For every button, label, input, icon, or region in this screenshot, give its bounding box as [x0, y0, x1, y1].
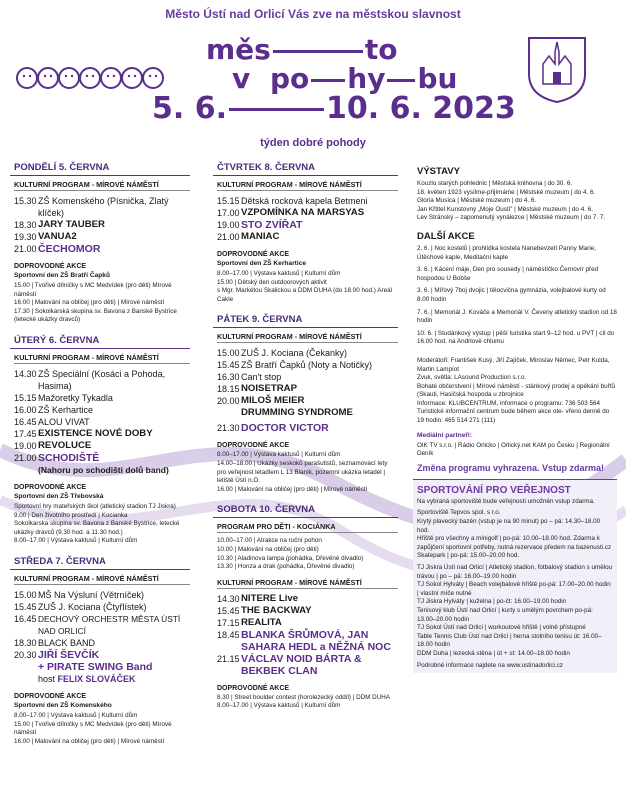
town-crest-icon: [525, 34, 589, 104]
event-row: [213, 605, 398, 617]
exhibition-item: 18. květen 1923 vysílme-přijímáme | Městské muzeum | do 4. 6.: [417, 188, 596, 196]
event-name: ZŠ Speciální (Kosáci a Pohoda, Hasima): [38, 368, 166, 391]
side-event: 16.00 | Malování na obličej (pro děti) | Mírové náměstí: [14, 737, 165, 745]
event-name: + PIRATE SWING Band: [38, 660, 153, 673]
date-end: 10. 6. 2023: [326, 91, 516, 126]
event-row: [10, 368, 190, 392]
event-time: 20.00: [217, 396, 240, 407]
event-name: ZŠ Bratří Čapků (Noty a Notičky): [241, 360, 373, 371]
event-row: [10, 452, 190, 464]
exhibitions-heading: VÝSTAVY: [417, 166, 460, 177]
side-event: 9.00 | Den životního prostředí | Kocianka: [14, 511, 128, 519]
event-name: VZPOMÍNKA NA MARSYAS: [241, 207, 365, 218]
event-time: 19.30: [14, 232, 37, 242]
event-time: 17.15: [217, 617, 240, 628]
event-time: 14.30: [217, 593, 240, 604]
event-row: [213, 383, 398, 395]
side-event: 8.00–17.00 | Výstava kaktusů | Kulturní dům: [14, 537, 138, 545]
other-event-item: 2. 6. | Noc kostelů | prohlídka kostela Nanebevzetí Panny Marie, Útěchové kaple, Meditační kaple: [417, 244, 596, 261]
event-row: [10, 428, 190, 440]
event-name: ZUŠ J. Kociana (Čekanky): [241, 348, 348, 359]
event-row: [10, 637, 190, 649]
sport-heading: SPORTOVÁNÍ PRO VEŘEJNOST: [417, 484, 571, 496]
credits-line: Bohaté občerstvení | Mírové náměstí - stánkový prodej a opékání buřtů (Skauti, Hasičská hospoda u zbrojnice: [417, 382, 615, 399]
accompanying-heading: DOPROVODNÉ AKCE: [14, 692, 87, 700]
credits-line: Moderátoři: František Kusý, Jiří Zajíček, Miroslav Němec, Petr Kulda, Martin Lampíot: [417, 356, 610, 373]
side-event: 17.30 | Sokolkarská skupina sv. Bavona z Banské Bystrice (letecké ukázky dravců): [14, 307, 177, 324]
side-event: Sokolkarska skupina sv. Bavona z Banské Bystrice, letecké ukázky dravců (9.30 hod. a 11.30 hod.): [14, 520, 180, 536]
event-time: 18.30: [14, 220, 37, 230]
side-event: 8.00–17.00 | Výstava kaktusů | Kulturní dům: [217, 702, 341, 710]
event-row: [10, 440, 190, 452]
partners-list: OIK TV s.r.o. | Rádio Orlicko | Orlický.net KAM po Česku | Regionální Deník: [417, 441, 610, 458]
sport-day-label: Sportovní den ZŠ Komenského: [14, 701, 112, 709]
event-name: ZŠ Kerhartice: [38, 404, 94, 415]
event-name: BLANKA ŠRŮMOVÁ, JAN SAHARA HEDL a NĚŽNÁ NOC: [241, 628, 391, 653]
event-row: [213, 195, 398, 207]
program-heading: KULTURNÍ PROGRAM - MÍROVÉ NÁMĚSTÍ: [14, 353, 190, 364]
event-time: 16.30: [217, 372, 240, 383]
event-time: 21.15: [217, 653, 240, 664]
side-event: 16.00 | Malování na obličej (pro děti) | Mírové náměstí: [14, 299, 165, 307]
event-name: NOISETRAP: [241, 383, 297, 395]
event-name: MANIAC: [241, 231, 280, 242]
credits-line: Zvuk, světla: LAsound Production s.r.o.: [417, 374, 527, 382]
program-heading: KULTURNÍ PROGRAM - MÍROVÉ NÁMĚSTÍ: [14, 180, 190, 191]
event-name: JARY TAUBER: [38, 219, 105, 230]
event-row: [10, 231, 190, 243]
event-row: [10, 673, 190, 685]
event-row: [213, 395, 398, 407]
subtitle: týden dobré pohody: [260, 137, 366, 149]
event-time: 15.45: [217, 605, 240, 616]
event-row: [213, 207, 398, 219]
event-row: [213, 653, 398, 677]
exhibition-item: Kouzlo starých pohlednic | Městská knihovna | do 30. 6.: [417, 180, 573, 187]
event-row: [213, 617, 398, 629]
other-event-item: 3. 6. | Kácení máje, Den pro sousedy | náměstíčko Černovír před hospodou U Bobše: [417, 266, 599, 282]
event-name: ČECHOMOR: [38, 243, 101, 255]
event-row: [10, 649, 190, 661]
sport-item: TJ Jiskra Hylváty | kuželna | po-čt: 16.00–19.00 hodin: [417, 598, 567, 606]
partners-heading: Mediální partneři:: [417, 431, 472, 439]
accompanying-heading: DOPROVODNÉ AKCE: [14, 263, 87, 270]
exhibition-item: Jan Křtitel Kunstovný „Moje Ousti" | Městské muzeum | do 4. 6.: [417, 205, 593, 213]
title-dash: [387, 79, 415, 82]
event-name: ZUŠ J. Kociana (Čtyřlístek): [38, 601, 147, 612]
day-heading: SOBOTA 10. ČERVNA: [213, 502, 398, 518]
date-range: [152, 91, 516, 126]
event-row: [213, 422, 398, 434]
other-events-heading: DALŠÍ AKCE: [417, 230, 475, 242]
event-row: [10, 661, 190, 673]
other-event-item: 10. 6. | Studánkový výstup | pěší turistika start 9–12 hod. u PVT | cíl do 16.00 hod. na Andrlově chlumu: [417, 329, 615, 346]
sport-day-label: Sportovní den ZŠ Bratří Čapků: [14, 272, 110, 279]
event-time: 18.30: [14, 637, 37, 648]
event-row: [10, 589, 190, 601]
event-row: [213, 629, 398, 653]
title-word: po: [270, 62, 310, 95]
host-name: FELIX SLOVÁČEK: [57, 673, 136, 684]
side-event: 15.00 | Tvořivé dílničky s MC Medvídek (pro děti) Mírové náměstí: [14, 720, 172, 737]
day-heading: PONDĚLÍ 5. ČERVNA: [10, 160, 190, 176]
day-heading: STŘEDA 7. ČERVNA: [10, 554, 190, 570]
sport-day-label: Sportovní den ZŠ Kerhartice: [217, 260, 307, 267]
accompanying-heading: DOPROVODNÉ AKCE: [217, 442, 290, 450]
event-name: MILOŠ MEIER: [241, 395, 305, 407]
credits-line: Informace: KLUBCENTRUM, informace o programu: 736 503 564 Turistické informační centrum bude během akce ote- vřeno denně do 19 hodin: 465 514 271 (111): [417, 399, 610, 425]
other-event-item: 7. 6. | Memoriál J. Kováče a Memoriál V. Čeveny atletický stadion od 18 hodin: [417, 308, 617, 325]
event-row: [10, 392, 190, 404]
accompanying-heading: DOPROVODNÉ AKCE: [217, 251, 290, 258]
title-word: v: [232, 62, 251, 95]
event-name: JIŘÍ ŠEVČÍK: [38, 648, 100, 661]
event-time: 21.00: [14, 452, 37, 463]
date-dash: [229, 108, 324, 111]
event-row: [213, 593, 398, 605]
sport-item: TJ Sokol Ústí nad Orlicí | workoutové hřiště | volně přístupné: [417, 624, 586, 632]
event-note: (Nahoru po schodišti dolů band): [38, 464, 169, 475]
event-time: 18.15: [217, 384, 240, 395]
side-event: Sportovní hry mateřských škol (atletický stadion TJ Jiskra): [14, 502, 176, 510]
disclaimer-note: Změna programu vyhrazena. Vstup zdarma!: [417, 462, 605, 473]
sport-item: TJ Jiskra Ústí nad Orlicí | Atletický stadion, fotbalový stadion s umělou trávou | po – pá: 16.00–19.00 hodin: [417, 564, 613, 580]
kids-event: 10.30 | Aladinova lampa (pohádka, Dřevěné divadlo): [217, 554, 364, 562]
sport-item: Skatepark | po-pá: 15.00–20.00 hod.: [417, 552, 520, 560]
sport-section: [413, 479, 617, 673]
event-time: 18.45: [217, 629, 240, 640]
column-left: [10, 160, 190, 746]
event-time: 15.00: [14, 589, 37, 600]
event-name: DOCTOR VICTOR: [241, 422, 329, 435]
other-event-item: 3. 6. | Mířový 7boj dvojic | tělocvična gymnázia, volejbalové kurty od 8.00 hodin: [417, 287, 606, 303]
sport-item: DDM Duha | lezecká stěna | út + st: 14.00–18.00 hodin: [417, 649, 570, 657]
side-event: 8.00–17.00 | Výstava kaktusů | Kulturní dům: [217, 270, 341, 277]
event-time: 16.45: [14, 613, 37, 624]
event-name: STO ZVÍŘAT: [241, 219, 303, 231]
event-time: 15.45: [217, 360, 240, 371]
event-row: [10, 613, 190, 637]
title-word: hy: [347, 62, 386, 95]
sport-day-label: Sportovní den ZŠ Třebovská: [14, 492, 104, 500]
event-name: THE BACKWAY: [241, 604, 312, 616]
event-row: [10, 195, 190, 219]
event-time: 19.00: [14, 440, 37, 451]
event-time: 21.30: [217, 423, 240, 434]
event-row: [213, 359, 398, 371]
side-event: 15.00 | Dětský den outdoorových aktivit: [217, 278, 327, 286]
title-word: měs: [206, 33, 271, 66]
event-time: 15.45: [14, 601, 37, 612]
program-heading: KULTURNÍ PROGRAM - MÍROVÉ NÁMĚSTÍ: [217, 332, 398, 343]
kids-event: 10.00–17.00 | Atrakce na ruční pohon: [217, 537, 322, 545]
kids-event: 10.00 | Malování na obličej (pro děti): [217, 545, 319, 553]
event-time: 17.45: [14, 428, 37, 439]
event-name: NITERE Live: [241, 592, 299, 604]
side-event: 14.00–18.00 | Ukázky seskoků parašutistů, seznamovací lety pro veřejnost letadlem L 13 Blaník, pozemní ukázka letadel | letiště Ústí n.O.: [217, 459, 388, 485]
side-event: 8.00–17.00 | Výstava kaktusů | Kulturní dům: [217, 451, 341, 459]
side-event: 16.00 | Malování na obličej (pro děti) | Mírové náměstí: [217, 485, 368, 493]
people-figures-illustration: [15, 60, 167, 96]
program-heading: KULTURNÍ PROGRAM - MÍROVÉ NÁMĚSTÍ: [14, 574, 190, 585]
side-event: 8.30 | Street boulder contest (horolezecký oddíl) | DDM DUHA: [217, 693, 391, 701]
accompanying-heading: DOPROVODNÉ AKCE: [14, 483, 87, 491]
column-middle: [213, 160, 398, 711]
event-time: 19.00: [217, 220, 240, 230]
event-name: REALITA: [241, 616, 282, 628]
event-name: DRUMMING SYNDROME: [241, 407, 353, 419]
event-name: VANUA2: [38, 231, 77, 242]
kids-event: 13.30 | Honza a drak (pohádka, Dřevěné divadlo): [217, 563, 355, 571]
event-time: 15.00: [217, 348, 240, 359]
accompanying-heading: DOPROVODNÉ AKCE: [217, 684, 290, 692]
day-heading: PÁTEK 9. ČERVNA: [213, 312, 398, 328]
date-start: 5. 6.: [152, 91, 227, 126]
event-row: [10, 416, 190, 428]
header: [0, 0, 626, 160]
event-name: REVOLUCE: [38, 439, 92, 451]
sport-item: Tenisový klub Ústí nad Orlicí | kurty s umělým povrchem po-pá: 13.00–20.00 hodin: [417, 606, 593, 623]
event-row: [10, 464, 190, 476]
event-name: SCHODIŠTĚ: [38, 451, 100, 464]
event-row: [10, 243, 190, 255]
event-name: Dětská rocková kapela Betmeni: [241, 196, 368, 206]
program-heading: KULTURNÍ PROGRAM - MÍROVÉ NÁMĚSTÍ: [217, 180, 398, 191]
event-row: [10, 219, 190, 231]
sport-item: Table Tennis Club Ústí nad Orlicí | herna stolního tenisu út: 16.00–18.00 hodin: [417, 632, 602, 649]
program-heading: KULTURNÍ PROGRAM - MÍROVÉ NÁMĚSTÍ: [217, 578, 398, 589]
exhibition-item: Lev Stránský – zapomenutý vynálezce | Městské muzeum | do 7. 7.: [417, 214, 606, 222]
side-event: s Mgr. Markétou Skalickou a DDM DUHA (do 18.00 hod.) Areál Cakle: [217, 287, 392, 303]
day-heading: ÚTERÝ 6. ČERVNA: [10, 333, 190, 349]
event-time: 14.30: [14, 368, 37, 379]
event-time: 15.15: [217, 196, 240, 206]
column-right: [413, 160, 617, 673]
event-row: [213, 407, 398, 419]
event-name: Can't stop: [241, 372, 282, 383]
event-row: [213, 231, 398, 243]
sport-intro: Na vybraná sportoviště bude veřejnosti umožněn vstup zdarma.: [417, 497, 595, 505]
event-name: EXISTENCE NOVÉ DOBY: [38, 427, 153, 439]
event-time: 16.45: [14, 416, 37, 427]
title-dash: [311, 79, 345, 82]
program-heading: PROGRAM PRO DĚTI - KOCIÁNKA: [217, 522, 398, 533]
event-name: BLACK BAND: [38, 637, 96, 648]
event-row: [213, 219, 398, 231]
event-time: 20.30: [14, 649, 37, 660]
event-time: 21.00: [217, 232, 240, 242]
title-word: to: [364, 33, 398, 66]
event-name: ZŠ Komenského (Písnička, Zlatý klíček): [38, 196, 169, 218]
event-name: Mažoretky Tykadla: [38, 392, 113, 403]
event-time: 15.30: [14, 196, 37, 206]
host-label: host: [38, 673, 56, 684]
event-time: 17.00: [217, 208, 240, 218]
sport-item: Sportoviště Tepvos spol. s r.o.: [417, 509, 501, 517]
event-row: [213, 371, 398, 383]
event-time: 15.15: [14, 392, 37, 403]
title-dash: [273, 50, 363, 53]
event-name: ALOU VIVAT: [38, 416, 90, 427]
side-event: 15.00 | Tvořivé dílničky s MC Medvídek (pro děti) Mírové náměstí: [14, 282, 172, 298]
sport-item: Hřiště pro všechny a minigolf | po-pá: 10.00–18.00 hod. Zdarma k zapůjčení sportovní potřeby, nutná rezervace předem na bazenusti.cz: [417, 535, 612, 551]
sport-footer-link[interactable]: Podrobné informace najdete na www.ustinadorlici.cz: [417, 661, 563, 669]
event-time: 21.00: [14, 244, 37, 254]
sport-item: Krytý plavecký bazén (vstup je na 90 minut) po – pá: 14.30–18.00 hod.: [417, 518, 601, 534]
event-name: MŠ Na Výsluní (Větrníček): [38, 589, 145, 600]
event-time: 16.00: [14, 404, 37, 415]
sport-item: TJ Sokol Hylváty | Beach volejbalové hřiště po-pá: 17.00–20.00 hodin | vlastní míče nutné: [417, 581, 611, 597]
top-line: Město Ústí nad Orlicí Vás zve na městskou slavnost: [165, 7, 461, 21]
event-row: [213, 347, 398, 359]
exhibition-item: Gloria Musica | Městské muzeum | do 4. 6.: [417, 197, 537, 205]
event-name: VÁCLAV NOID BÁRTA & BEKBEK CLAN: [241, 652, 362, 677]
day-heading: ČTVRTEK 8. ČERVNA: [213, 160, 398, 176]
side-event: 8.00–17.00 | Výstava kaktusů | Kulturní dům: [14, 711, 138, 719]
event-row: [10, 404, 190, 416]
title-word: bu: [417, 62, 458, 95]
event-row: [10, 601, 190, 613]
event-name: DECHOVÝ ORCHESTR MĚSTA ÚSTÍ NAD ORLICÍ: [38, 613, 181, 636]
